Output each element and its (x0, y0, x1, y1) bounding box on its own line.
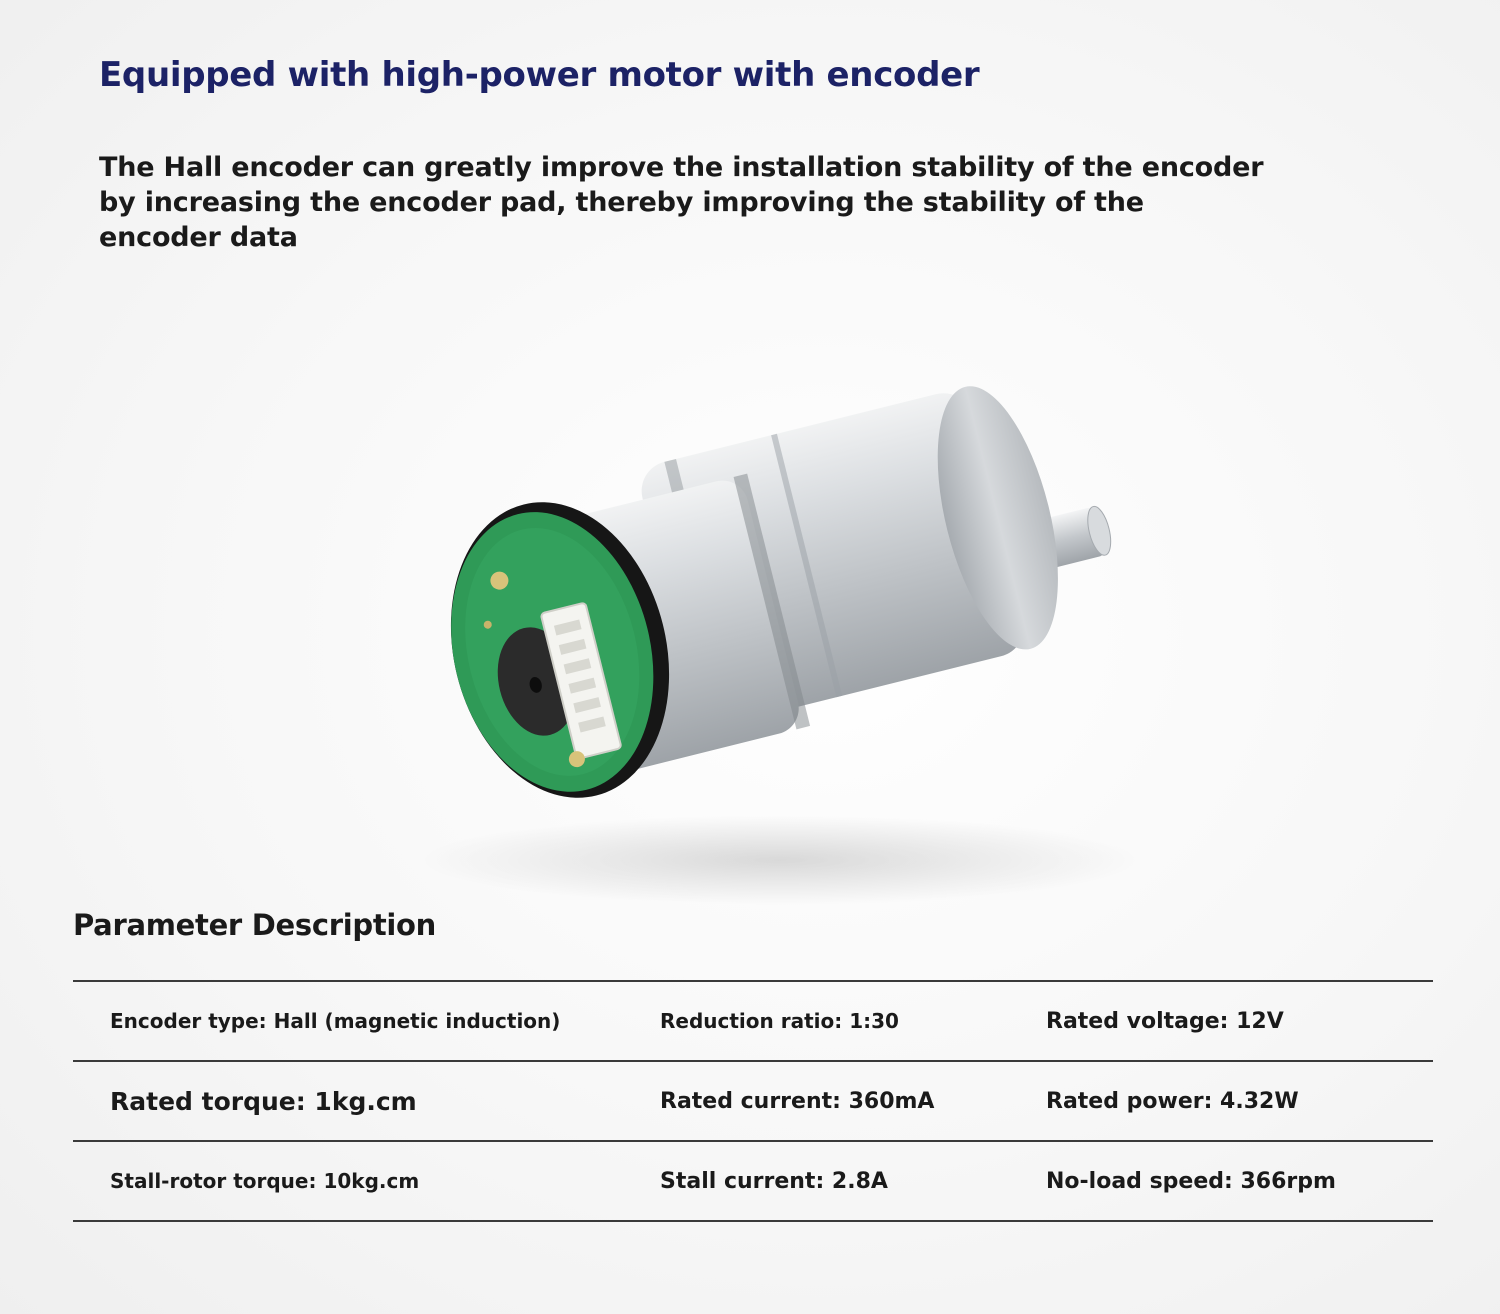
spec-stall-rotor-torque: Stall-rotor torque: 10kg.cm (110, 1169, 420, 1193)
table-row (73, 980, 1433, 1060)
spec-table (73, 980, 1433, 1222)
spec-encoder-type: Encoder type: Hall (magnetic induction) (110, 1009, 561, 1033)
motor-encoder-product-image (400, 340, 1160, 920)
spec-no-load-speed: No-load speed: 366rpm (1046, 1168, 1336, 1194)
table-row (73, 1140, 1433, 1222)
spec-rated-voltage: Rated voltage: 12V (1046, 1008, 1284, 1034)
section-title: Parameter Description (73, 908, 436, 942)
description-line: encoder data (99, 222, 298, 253)
spec-rated-torque: Rated torque: 1kg.cm (110, 1086, 417, 1116)
headline: Equipped with high-power motor with encoder (99, 55, 980, 95)
description-line: The Hall encoder can greatly improve the installation stability of the encoder (99, 152, 1264, 183)
spec-rated-current: Rated current: 360mA (660, 1088, 935, 1114)
description-line: by increasing the encoder pad, thereby improving the stability of the (99, 187, 1144, 218)
table-row (73, 1060, 1433, 1140)
ground-shadow (420, 815, 1140, 905)
description (99, 150, 1279, 255)
spec-reduction-ratio: Reduction ratio: 1:30 (660, 1009, 899, 1033)
spec-rated-power: Rated power: 4.32W (1046, 1088, 1299, 1114)
spec-stall-current: Stall current: 2.8A (660, 1168, 888, 1194)
